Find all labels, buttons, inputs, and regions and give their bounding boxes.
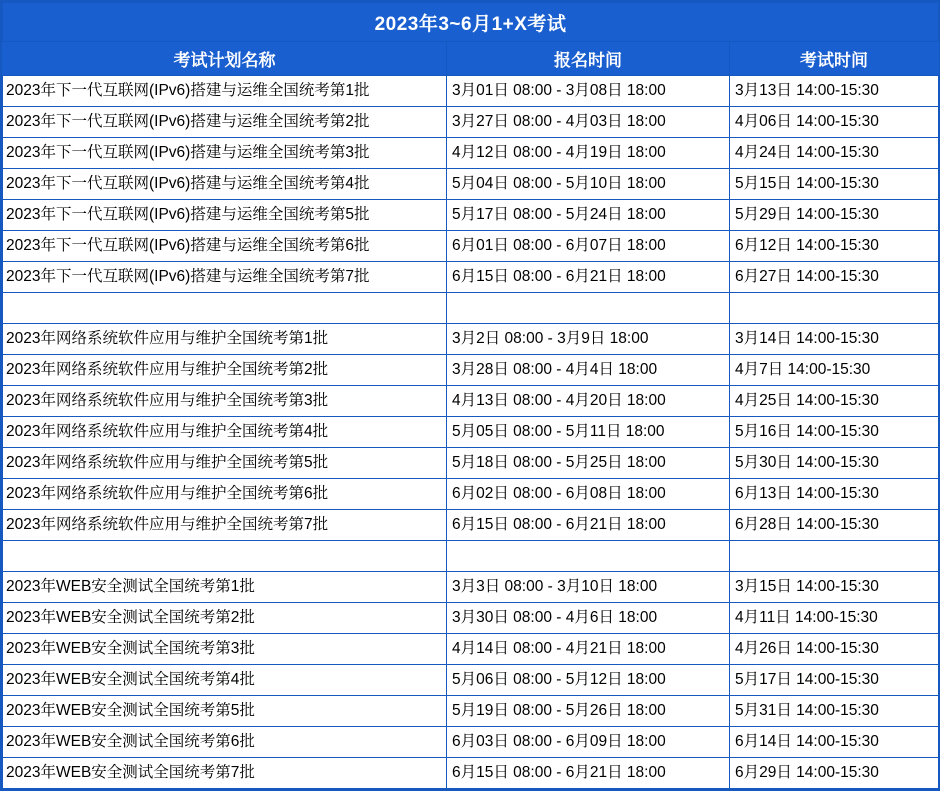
cell-registration-time: 4月13日 08:00 - 4月20日 18:00 bbox=[447, 386, 730, 417]
cell-exam-time: 3月14日 14:00-15:30 bbox=[730, 324, 939, 355]
cell-registration-time: 6月15日 08:00 - 6月21日 18:00 bbox=[447, 510, 730, 541]
cell-registration-time: 5月04日 08:00 - 5月10日 18:00 bbox=[447, 169, 730, 200]
cell-exam-plan-name: 2023年网络系统软件应用与维护全国统考第2批 bbox=[3, 355, 447, 386]
cell-exam-time: 3月13日 14:00-15:30 bbox=[730, 76, 939, 107]
cell-exam-plan-name: 2023年网络系统软件应用与维护全国统考第6批 bbox=[3, 479, 447, 510]
cell-registration-time bbox=[447, 541, 730, 572]
cell-exam-time: 6月29日 14:00-15:30 bbox=[730, 758, 939, 789]
cell-exam-time: 5月16日 14:00-15:30 bbox=[730, 417, 939, 448]
cell-exam-time: 4月11日 14:00-15:30 bbox=[730, 603, 939, 634]
cell-registration-time bbox=[447, 293, 730, 324]
cell-exam-plan-name: 2023年WEB安全测试全国统考第5批 bbox=[3, 696, 447, 727]
cell-exam-plan-name: 2023年WEB安全测试全国统考第4批 bbox=[3, 665, 447, 696]
table-row[interactable] bbox=[3, 386, 939, 417]
table-row[interactable] bbox=[3, 603, 939, 634]
cell-exam-time: 6月12日 14:00-15:30 bbox=[730, 231, 939, 262]
cell-registration-time: 4月12日 08:00 - 4月19日 18:00 bbox=[447, 138, 730, 169]
cell-exam-plan-name: 2023年下一代互联网(IPv6)搭建与运维全国统考第1批 bbox=[3, 76, 447, 107]
cell-registration-time: 5月06日 08:00 - 5月12日 18:00 bbox=[447, 665, 730, 696]
cell-exam-plan-name: 2023年下一代互联网(IPv6)搭建与运维全国统考第2批 bbox=[3, 107, 447, 138]
table-row[interactable] bbox=[3, 355, 939, 386]
table-row[interactable] bbox=[3, 231, 939, 262]
cell-exam-plan-name: 2023年下一代互联网(IPv6)搭建与运维全国统考第7批 bbox=[3, 262, 447, 293]
cell-exam-plan-name: 2023年网络系统软件应用与维护全国统考第7批 bbox=[3, 510, 447, 541]
cell-exam-time: 4月26日 14:00-15:30 bbox=[730, 634, 939, 665]
cell-exam-plan-name: 2023年网络系统软件应用与维护全国统考第4批 bbox=[3, 417, 447, 448]
cell-registration-time: 3月2日 08:00 - 3月9日 18:00 bbox=[447, 324, 730, 355]
cell-registration-time: 3月27日 08:00 - 4月03日 18:00 bbox=[447, 107, 730, 138]
table-row[interactable] bbox=[3, 448, 939, 479]
exam-schedule-table bbox=[2, 2, 939, 789]
cell-registration-time: 5月05日 08:00 - 5月11日 18:00 bbox=[447, 417, 730, 448]
table-row[interactable] bbox=[3, 572, 939, 603]
page-title: 2023年3~6月1+X考试 bbox=[3, 3, 939, 42]
cell-registration-time: 3月30日 08:00 - 4月6日 18:00 bbox=[447, 603, 730, 634]
table-row[interactable] bbox=[3, 510, 939, 541]
cell-registration-time: 6月02日 08:00 - 6月08日 18:00 bbox=[447, 479, 730, 510]
cell-exam-plan-name: 2023年网络系统软件应用与维护全国统考第5批 bbox=[3, 448, 447, 479]
table-spacer-row bbox=[3, 541, 939, 572]
cell-registration-time: 6月01日 08:00 - 6月07日 18:00 bbox=[447, 231, 730, 262]
cell-exam-time: 6月28日 14:00-15:30 bbox=[730, 510, 939, 541]
table-row[interactable] bbox=[3, 758, 939, 789]
column-header-exam: 考试时间 bbox=[730, 42, 939, 76]
cell-registration-time: 3月3日 08:00 - 3月10日 18:00 bbox=[447, 572, 730, 603]
column-header-name: 考试计划名称 bbox=[3, 42, 447, 76]
cell-exam-time bbox=[730, 293, 939, 324]
table-row[interactable] bbox=[3, 479, 939, 510]
cell-exam-time: 6月14日 14:00-15:30 bbox=[730, 727, 939, 758]
cell-exam-plan-name: 2023年网络系统软件应用与维护全国统考第3批 bbox=[3, 386, 447, 417]
table-row[interactable] bbox=[3, 665, 939, 696]
cell-exam-plan-name: 2023年下一代互联网(IPv6)搭建与运维全国统考第5批 bbox=[3, 200, 447, 231]
cell-exam-time bbox=[730, 541, 939, 572]
cell-exam-time: 4月7日 14:00-15:30 bbox=[730, 355, 939, 386]
table-title-row bbox=[3, 3, 939, 42]
cell-exam-plan-name: 2023年WEB安全测试全国统考第3批 bbox=[3, 634, 447, 665]
table-row[interactable] bbox=[3, 324, 939, 355]
cell-exam-time: 3月15日 14:00-15:30 bbox=[730, 572, 939, 603]
column-header-registration: 报名时间 bbox=[447, 42, 730, 76]
table-spacer-row bbox=[3, 293, 939, 324]
table-row[interactable] bbox=[3, 696, 939, 727]
cell-exam-plan-name bbox=[3, 541, 447, 572]
cell-exam-time: 5月15日 14:00-15:30 bbox=[730, 169, 939, 200]
table-header-row bbox=[3, 42, 939, 76]
cell-exam-plan-name bbox=[3, 293, 447, 324]
cell-exam-time: 5月30日 14:00-15:30 bbox=[730, 448, 939, 479]
cell-registration-time: 6月15日 08:00 - 6月21日 18:00 bbox=[447, 758, 730, 789]
cell-registration-time: 5月17日 08:00 - 5月24日 18:00 bbox=[447, 200, 730, 231]
cell-registration-time: 4月14日 08:00 - 4月21日 18:00 bbox=[447, 634, 730, 665]
table-row[interactable] bbox=[3, 138, 939, 169]
table-row[interactable] bbox=[3, 107, 939, 138]
cell-registration-time: 5月19日 08:00 - 5月26日 18:00 bbox=[447, 696, 730, 727]
table-row[interactable] bbox=[3, 262, 939, 293]
cell-exam-time: 4月25日 14:00-15:30 bbox=[730, 386, 939, 417]
cell-exam-plan-name: 2023年WEB安全测试全国统考第6批 bbox=[3, 727, 447, 758]
table-row[interactable] bbox=[3, 200, 939, 231]
cell-exam-plan-name: 2023年网络系统软件应用与维护全国统考第1批 bbox=[3, 324, 447, 355]
cell-exam-plan-name: 2023年WEB安全测试全国统考第1批 bbox=[3, 572, 447, 603]
cell-exam-plan-name: 2023年下一代互联网(IPv6)搭建与运维全国统考第6批 bbox=[3, 231, 447, 262]
cell-registration-time: 3月01日 08:00 - 3月08日 18:00 bbox=[447, 76, 730, 107]
cell-exam-time: 4月06日 14:00-15:30 bbox=[730, 107, 939, 138]
table-row[interactable] bbox=[3, 169, 939, 200]
cell-exam-time: 6月27日 14:00-15:30 bbox=[730, 262, 939, 293]
cell-exam-plan-name: 2023年下一代互联网(IPv6)搭建与运维全国统考第3批 bbox=[3, 138, 447, 169]
cell-registration-time: 6月03日 08:00 - 6月09日 18:00 bbox=[447, 727, 730, 758]
cell-registration-time: 6月15日 08:00 - 6月21日 18:00 bbox=[447, 262, 730, 293]
cell-exam-plan-name: 2023年WEB安全测试全国统考第2批 bbox=[3, 603, 447, 634]
cell-exam-time: 5月29日 14:00-15:30 bbox=[730, 200, 939, 231]
table-body bbox=[3, 3, 939, 789]
cell-exam-time: 5月17日 14:00-15:30 bbox=[730, 665, 939, 696]
cell-exam-time: 6月13日 14:00-15:30 bbox=[730, 479, 939, 510]
cell-exam-plan-name: 2023年WEB安全测试全国统考第7批 bbox=[3, 758, 447, 789]
cell-exam-plan-name: 2023年下一代互联网(IPv6)搭建与运维全国统考第4批 bbox=[3, 169, 447, 200]
table-row[interactable] bbox=[3, 727, 939, 758]
cell-registration-time: 3月28日 08:00 - 4月4日 18:00 bbox=[447, 355, 730, 386]
cell-exam-time: 5月31日 14:00-15:30 bbox=[730, 696, 939, 727]
cell-exam-time: 4月24日 14:00-15:30 bbox=[730, 138, 939, 169]
table-row[interactable] bbox=[3, 76, 939, 107]
table-row[interactable] bbox=[3, 417, 939, 448]
cell-registration-time: 5月18日 08:00 - 5月25日 18:00 bbox=[447, 448, 730, 479]
table-row[interactable] bbox=[3, 634, 939, 665]
